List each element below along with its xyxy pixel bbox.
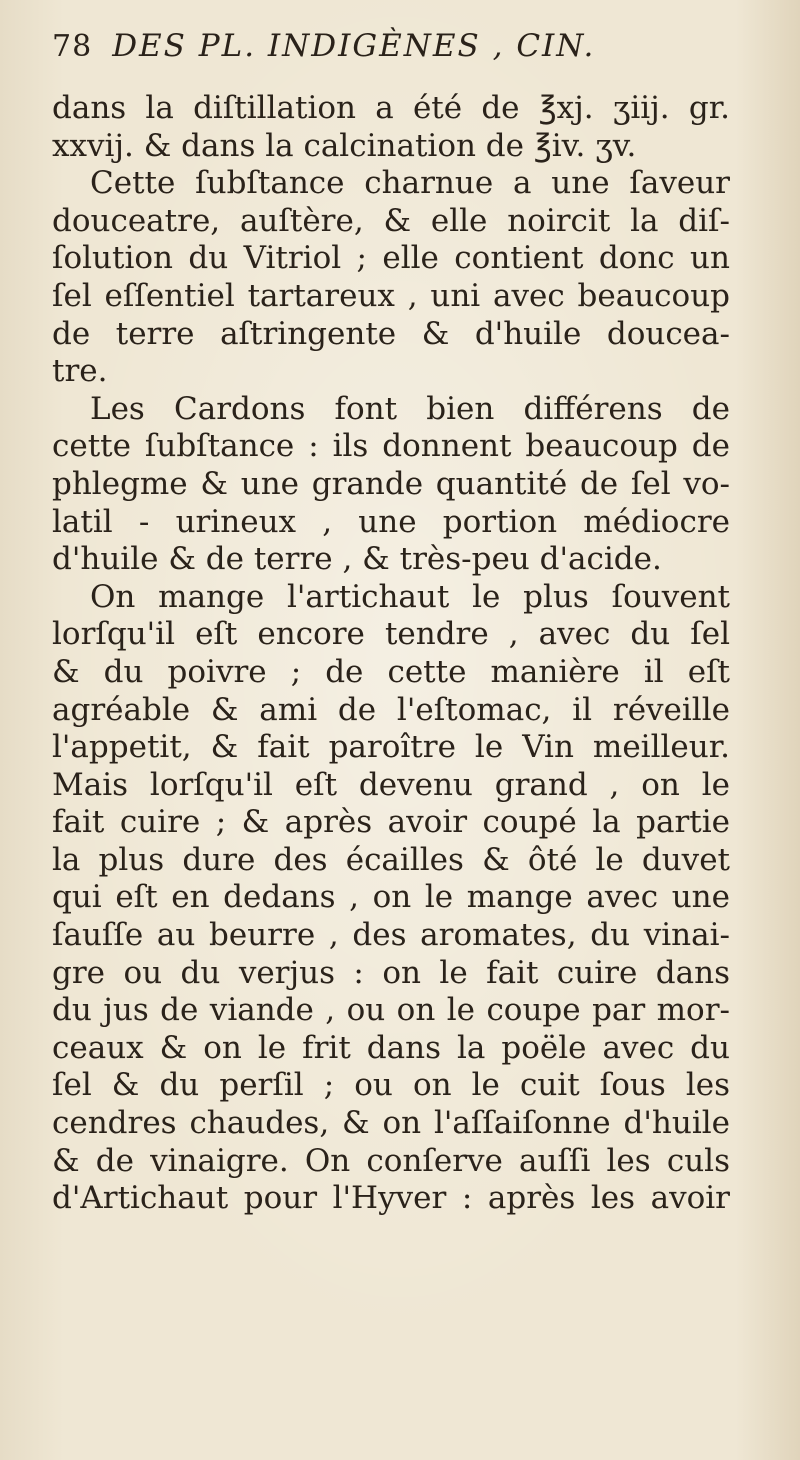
text-line: de terre aſtringente & d'huile doucea- (52, 315, 730, 352)
text-line: & du poivre ; de cette manière il eſt (52, 653, 730, 690)
text-line: du jus de viande , ou on le coupe par mor- (52, 992, 730, 1029)
page-number: 78 (52, 29, 93, 64)
text-line: ſel & du perſil ; ou on le cuit ſous les (52, 1067, 730, 1104)
body-text (52, 90, 730, 1218)
text-line: xxvij. & dans la calcination de ℥iv. ʒv. (52, 127, 637, 164)
text-line: l'appetit, & fait paroître le Vin meilleur. (52, 729, 730, 766)
text-line: ceaux & on le frit dans la poële avec du (52, 1029, 730, 1066)
text-line: ſolution du Vitriol ; elle contient donc un (52, 240, 730, 277)
text-line: cette ſubſtance : ils donnent beaucoup de (52, 428, 730, 465)
text-line: phlegme & une grande quantité de ſel vo- (52, 465, 730, 502)
text-line: d'Artichaut pour l'Hyver : après les avoir (52, 1180, 730, 1217)
text-line: Mais lorſqu'il eſt devenu grand , on le (52, 766, 730, 803)
text-line: dans la diſtillation a été de ℥xj. ʒiij. gr. (52, 90, 730, 126)
text-line: & de vinaigre. On conſerve auſſi les culs (52, 1142, 730, 1179)
text-line: d'huile & de terre , & très-peu d'acide. (52, 541, 662, 578)
text-line: tre. (52, 353, 108, 390)
text-line: latil - urineux , une portion médiocre (52, 503, 730, 540)
text-line: Cette ſubſtance charnue a une ſaveur (90, 165, 730, 202)
running-title: DES PL. INDIGÈNES , CIN. (112, 28, 596, 64)
text-line: gre ou du verjus : on le fait cuire dans (52, 954, 730, 991)
text-line: ſel eſſentiel tartareux , uni avec beaucoup (52, 277, 730, 314)
text-line: cendres chaudes, & on l'aſſaiſonne d'huile (52, 1105, 730, 1142)
text-line: On mange l'artichaut le plus ſouvent (90, 578, 730, 615)
text-line: ſauſſe au beurre , des aromates, du vinai- (52, 917, 730, 954)
text-line: douceatre, auſtère, & elle noircit la diſ- (52, 202, 730, 239)
text-line: agréable & ami de l'eſtomac, il réveille (52, 691, 730, 728)
text-line: Les Cardons font bien différens de (90, 390, 730, 427)
running-head (52, 28, 730, 90)
text-line: lorſqu'il eſt encore tendre , avec du ſel (52, 616, 730, 653)
text-line: fait cuire ; & après avoir coupé la partie (52, 804, 730, 841)
text-line: qui eſt en dedans , on le mange avec une (52, 879, 730, 916)
text-line: la plus dure des écailles & ôté le duvet (52, 841, 730, 878)
